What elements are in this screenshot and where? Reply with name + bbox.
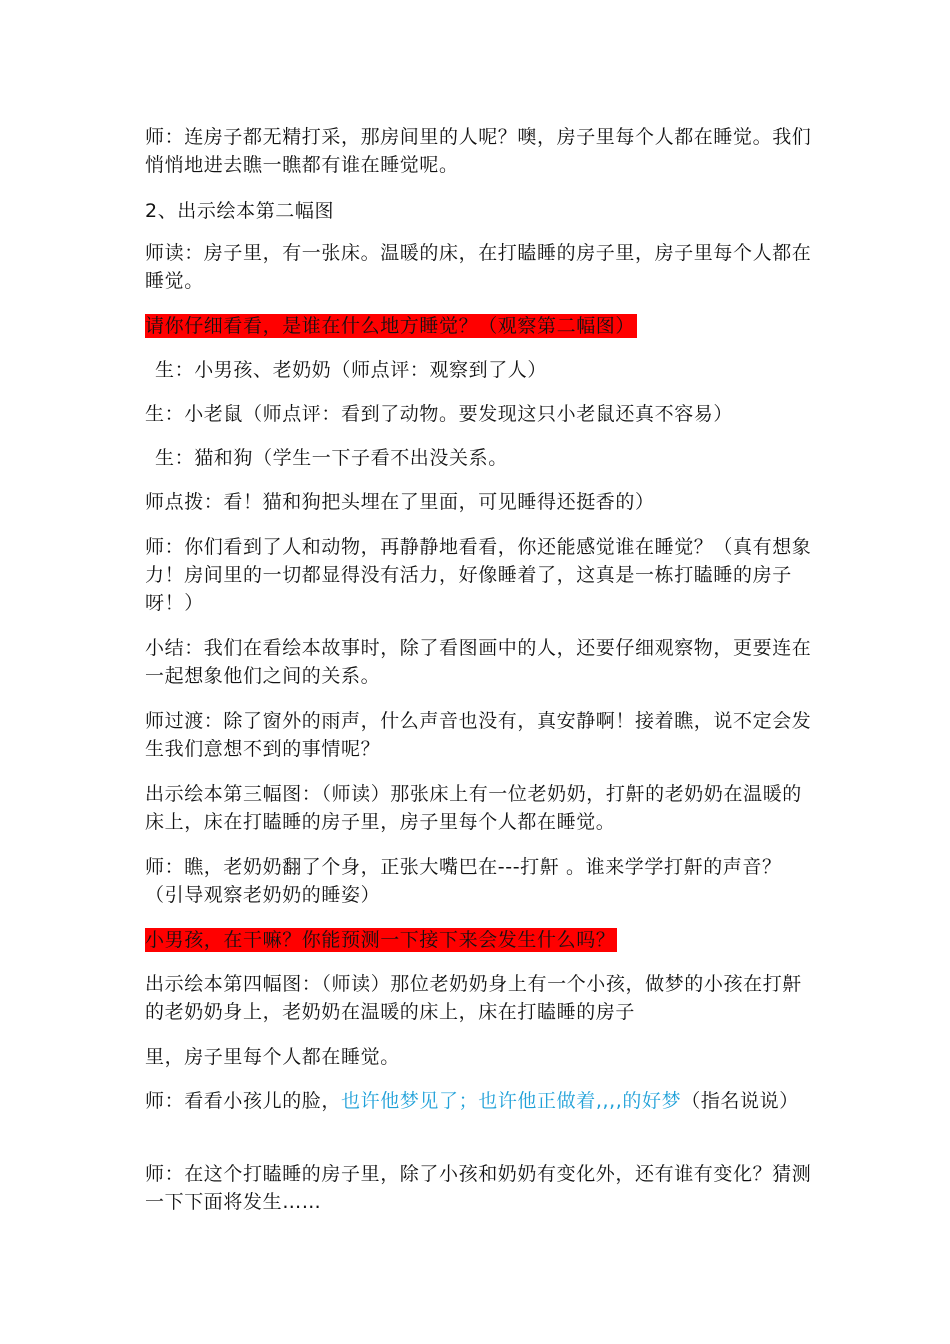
paragraph-highlighted-question-2: [145, 926, 815, 954]
paragraph-18: 师：在这个打瞌睡的房子里，除了小孩和奶奶有变化外，还有谁有变化？猜测一下下面将发生……: [145, 1163, 812, 1213]
paragraph-11: 师过渡：除了窗外的雨声，什么声音也没有，真安静啊！接着瞧，说不定会发生我们意想不到的事情呢？: [145, 710, 812, 760]
paragraph-8: 师点拨：看！猫和狗把头埋在了里面，可见睡得还挺香的）: [145, 491, 655, 513]
highlighted-text: 小男孩，在干嘛？你能预测一下接下来会发生什么吗？: [145, 929, 616, 951]
paragraph-1: 师：连房子都无精打采，那房间里的人呢？噢，房子里每个人都在睡觉。我们悄悄地进去瞧一瞧都有谁在睡觉呢。: [145, 126, 812, 176]
paragraph-17: [145, 1087, 815, 1115]
paragraph-6: 生：小老鼠（师点评：看到了动物。要发现这只小老鼠还真不容易）: [145, 403, 734, 425]
paragraph-16: 里，房子里每个人都在睡觉。: [145, 1046, 400, 1068]
paragraph-3: 师读：房子里，有一张床。温暖的床，在打瞌睡的房子里，房子里每个人都在睡觉。: [145, 242, 812, 292]
paragraph-17-lead: 师：看看小孩儿的脸，: [145, 1090, 342, 1112]
paragraph-10: 小结：我们在看绘本故事时，除了看图画中的人，还要仔细观察物，更要连在一起想象他们之间的关系。: [145, 637, 812, 687]
paragraph-section-heading: 2、出示绘本第二幅图: [145, 200, 335, 222]
document-page: [145, 0, 815, 1344]
paragraph-9: 师：你们看到了人和动物，再静静地看看，你还能感觉谁在睡觉？（真有想象力！房间里的一切都显得没有活力，好像睡着了，这真是一栋打瞌睡的房子呀！）: [145, 536, 812, 614]
paragraph-highlighted-question-1: [145, 312, 815, 340]
highlighted-text: 请你仔细看看，是谁在什么地方睡觉？（观察第二幅图）: [145, 315, 636, 337]
paragraph-5: 生：小男孩、老奶奶（师点评：观察到了人）: [155, 359, 548, 381]
paragraph-15: 出示绘本第四幅图：（师读）那位老奶奶身上有一个小孩，做梦的小孩在打鼾的老奶奶身上，老奶奶在温暖的床上，床在打瞌睡的房子: [145, 973, 802, 1023]
blue-text: 也许他梦见了；也许他正做着,,,,的好梦: [341, 1090, 682, 1112]
paragraph-17-tail: （指名说说）: [681, 1090, 799, 1112]
paragraph-13: 师：瞧，老奶奶翻了个身，正张大嘴巴在---打鼾 。谁来学学打鼾的声音？（引导观察老奶奶的睡姿）: [145, 856, 782, 906]
paragraph-12: 出示绘本第三幅图：（师读）那张床上有一位老奶奶，打鼾的老奶奶在温暖的床上，床在打瞌睡的房子里，房子里每个人都在睡觉。: [145, 783, 802, 833]
paragraph-7: 生：猫和狗（学生一下子看不出没关系。: [155, 447, 508, 469]
